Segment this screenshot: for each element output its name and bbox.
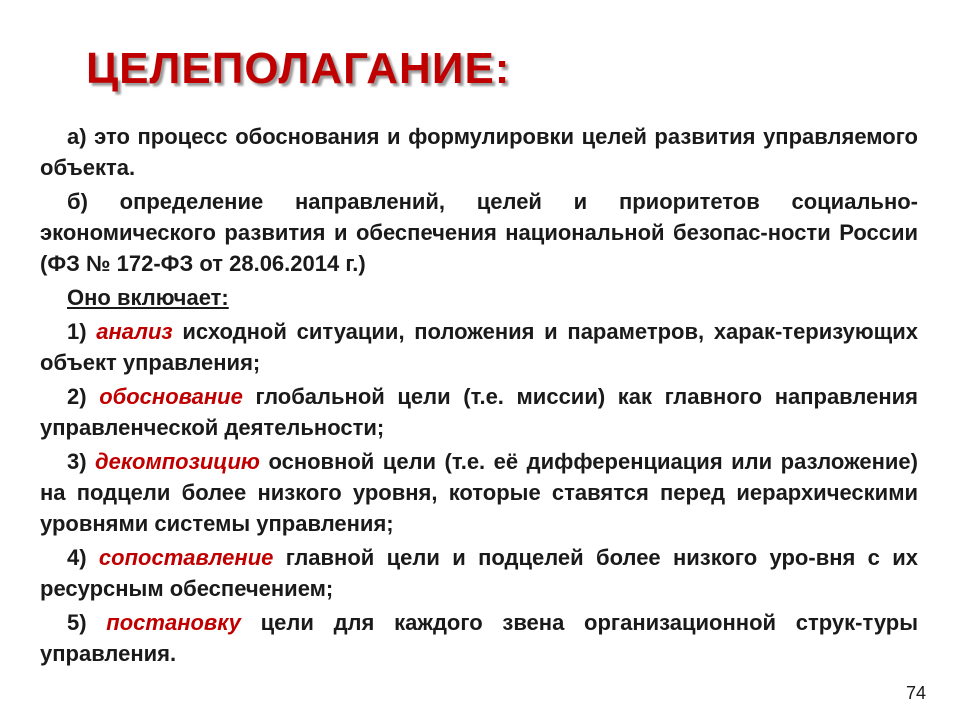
list-item bbox=[40, 316, 918, 378]
slide-title: ЦЕЛЕПОЛАГАНИЕ: bbox=[86, 44, 511, 93]
item-text: основной цели (т.е. её дифференциация или разложение) на подцели более низкого уровня, которые ставятся перед иерархическими уровнями системы управления; bbox=[40, 449, 918, 536]
item-text: исходной ситуации, положения и параметров, харак-теризующих объект управления; bbox=[40, 319, 918, 375]
item-number: 4) bbox=[67, 545, 87, 570]
list-item bbox=[40, 381, 918, 443]
list-item bbox=[40, 607, 918, 669]
item-number: 5) bbox=[67, 610, 87, 635]
item-term: декомпозицию bbox=[95, 449, 260, 474]
list-item bbox=[40, 542, 918, 604]
item-term: анализ bbox=[96, 319, 173, 344]
item-number: 3) bbox=[67, 449, 87, 474]
item-number: 2) bbox=[67, 384, 87, 409]
item-text: главной цели и подцелей более низкого уро-вня с их ресурсным обеспечением; bbox=[40, 545, 918, 601]
item-term: сопоставление bbox=[98, 545, 274, 570]
definition-a: а) это процесс обоснования и формулировки целей развития управляемого объекта. bbox=[40, 124, 918, 180]
item-term: обоснование bbox=[99, 384, 243, 409]
list-item bbox=[40, 446, 918, 539]
item-text: цели для каждого звена организационной струк-туры управления. bbox=[40, 610, 918, 666]
definition-b: б) определение направлений, целей и приоритетов социально-экономического развития и обеспечения национальной безопас-ности России (ФЗ № 172-ФЗ от 28.06.2014 г.) bbox=[40, 189, 918, 276]
page-number: 74 bbox=[905, 683, 926, 703]
slide-body bbox=[40, 121, 918, 672]
item-term: постановку bbox=[106, 610, 241, 635]
includes-heading bbox=[40, 282, 918, 313]
item-text: глобальной цели (т.е. миссии) как главного направления управленческой деятельности; bbox=[40, 384, 918, 440]
item-number: 1) bbox=[67, 319, 87, 344]
includes-label: Оно включает: bbox=[67, 285, 229, 310]
